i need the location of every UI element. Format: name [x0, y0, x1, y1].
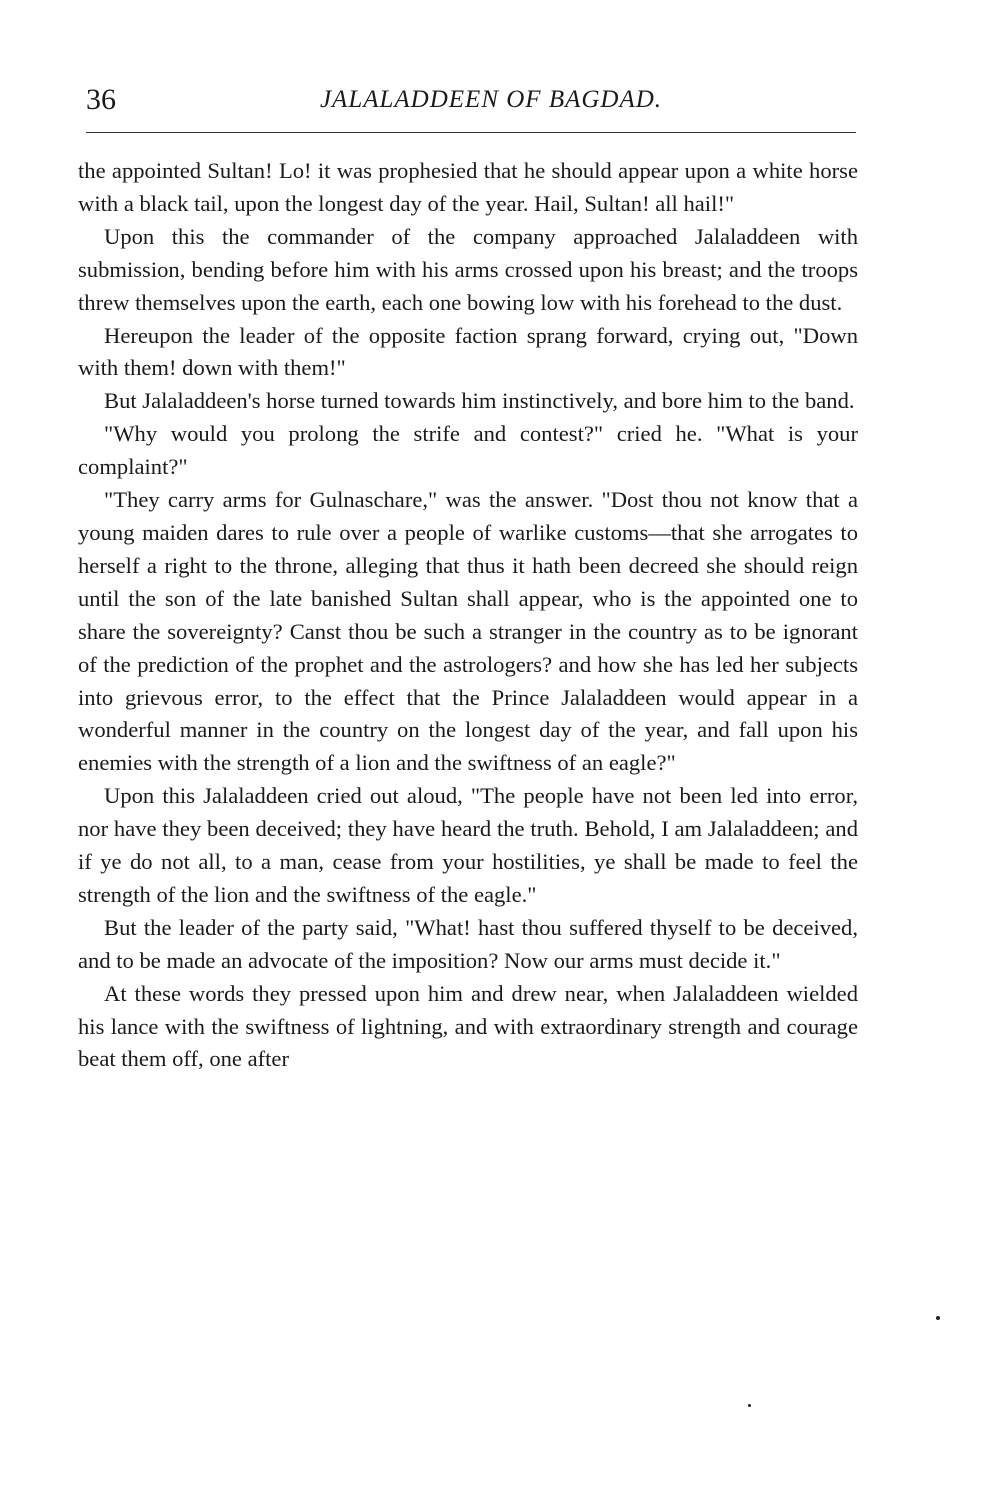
paragraph-1: the appointed Sultan! Lo! it was prophesied that he should appear upon a white horse with a black tail, upon the longest day of the year. Hail, Sultan! all hail!" [78, 158, 858, 216]
paragraph-3: Hereupon the leader of the opposite faction sprang forward, crying out, "Down with them! down with them!" [78, 322, 858, 381]
paragraph-9: At these words they pressed upon him and drew near, when Jalaladdeen wielded his lance with the swiftness of lightning, and with extraordinary strength and courage beat them off, one after [78, 980, 858, 1072]
paragraph-7: Upon this Jalaladdeen cried out aloud, "The people have not been led into error, nor have they been deceived; they have heard the truth. Behold, I am Jalaladdeen; and if ye do not all, to a man, cease from your hostilities, ye shall be made to feel the strength of the lion and the swiftness of the eagle." [78, 783, 858, 907]
ink-speck [748, 1404, 751, 1407]
running-title: JALALADDEEN OF BAGDAD. [319, 86, 663, 113]
ink-speck [936, 1316, 940, 1320]
paragraph-2: Upon this the commander of the company approached Jalaladdeen with submission, bending before him with his arms crossed upon his breast; and the troops threw themselves upon the earth, each one bowing low with his forehead to the dust. [78, 223, 858, 315]
page-number: 36 [86, 83, 116, 116]
paragraph-4: But Jalaladdeen's horse turned towards him instinctively, and bore him to the band. [104, 388, 855, 414]
page-header [86, 80, 856, 124]
paragraph-5: "Why would you prolong the strife and contest?" cried he. "What is your complaint?" [78, 421, 858, 480]
header-rule [86, 132, 856, 133]
body-text [78, 155, 858, 1076]
paragraph-8: But the leader of the party said, "What! hast thou suffered thyself to be deceived, and to be made an advocate of the imposition? Now our arms must decide it." [78, 914, 858, 973]
paragraph-6: "They carry arms for Gulnaschare," was the answer. "Dost thou not know that a young maiden dares to rule over a people of warlike customs—that she arrogates to herself a right to the throne, alleging that thus it hath been decreed she should reign until the son of the late banished Sultan shall appear, who is the appointed one to share the sovereignty? Canst thou be such a stranger in the country as to be ignorant of the prediction of the prophet and the astrologers? and how she has led her subjects into grievous error, to the effect that the Prince Jalaladdeen would appear in a wonderful manner in the country on the longest day of the year, and fall upon his enemies with the strength of a lion and the swiftness of an eagle?" [78, 487, 858, 776]
